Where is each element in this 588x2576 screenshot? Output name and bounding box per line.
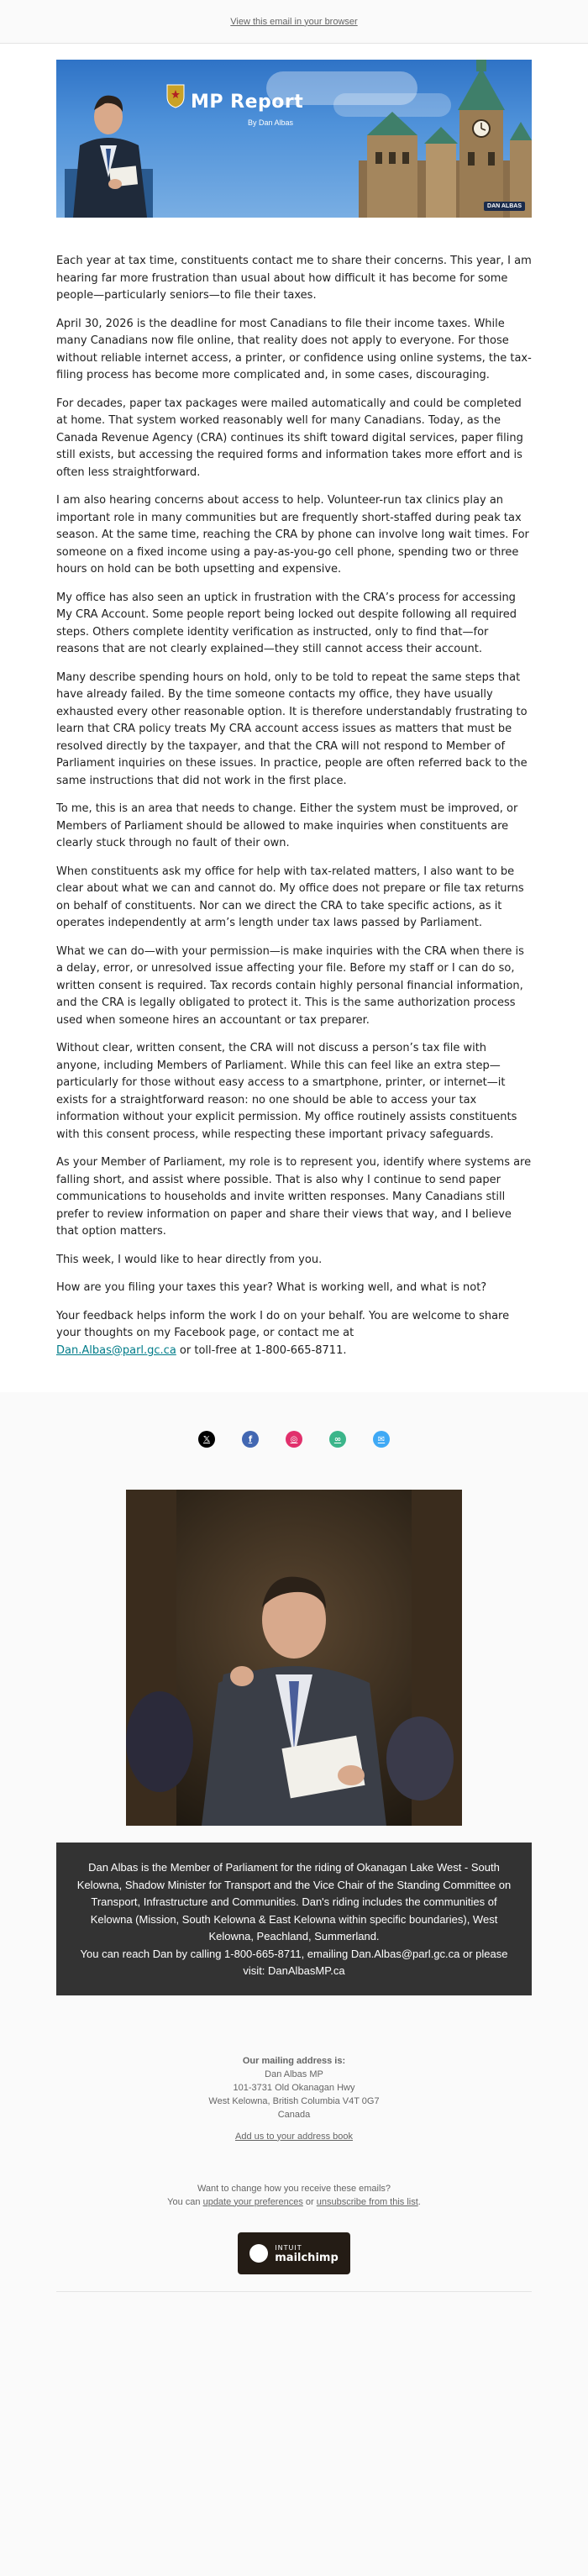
parliament-building-illustration: [359, 60, 532, 218]
banner-logo: DAN ALBAS: [484, 202, 525, 211]
website-link-icon[interactable]: ∞: [329, 1431, 346, 1448]
mailing-address-line: West Kelowna, British Columbia V4T 0G7: [208, 2095, 380, 2106]
mailing-address-line: 101-3731 Old Okanagan Hwy: [233, 2082, 355, 2093]
banner-byline: By Dan Albas: [248, 118, 294, 127]
body-paragraph: Without clear, written consent, the CRA will not discuss a person’s tax file with anyone, including Members of Parliament. While this can feel like an extra step—particularly for those without easy access to a smartphone, printer, or internet—it exists for a straightforward reason: no one should be able to access your tax information without your explicit permission. My office routinely assists constituents with this consent process, while respecting these important privacy safeguards.: [56, 1042, 517, 1141]
mailchimp-logo-icon: [249, 2244, 268, 2263]
contact-paragraph: [56, 1308, 532, 1360]
social-icons: [0, 1431, 588, 1449]
footer-divider: [56, 2291, 532, 2292]
email-link[interactable]: Dan.Albas@parl.gc.ca: [56, 1343, 176, 1357]
body-paragraph: April 30, 2026 is the deadline for most Canadians to file their income taxes. While many Canadians now file online, that reality does not apply to everyone. For those without reliable internet access, a printer, or confidence using online systems, the tax-filing process has become more complicated and, in some cases, discouraging.: [56, 317, 532, 381]
mailing-label: Our mailing address is:: [242, 2055, 346, 2066]
body-paragraph: Each year at tax time, constituents contact me to share their concerns. This year, I am hearing far more frustration than usual about how difficult it has become for some people—particularly seniors—to file their taxes.: [56, 255, 532, 302]
update-preferences-link[interactable]: update your preferences: [202, 2196, 303, 2207]
body-paragraph: When constituents ask my office for help with tax-related matters, I also want to be clear about what we can and cannot do. My office does not prepare or file tax returns on behalf of constituents. Nor can we direct the CRA to take specific actions, as it operates independently at arm’s length under tax laws passed by Parliament.: [56, 865, 524, 929]
mp-photo: [126, 1490, 462, 1826]
change-prefs-line: You can update your preferences or unsubscribe from this list.: [167, 2196, 421, 2207]
body-paragraph: As your Member of Parliament, my role is to represent you, identify where systems are falling short, and assist where possible. That is also why I continue to send paper communications to households and invite written responses. Many Canadians still prefer to review information on paper and share their views that way, and I believe that option matters.: [56, 1156, 532, 1238]
preheader-bar: [0, 0, 588, 44]
bio-box: [56, 1843, 532, 1995]
body-paragraph: Many describe spending hours on hold, only to be told to repeat the same steps that have already failed. By the time someone contacts my office, they have usually exhausted every other reasonable option. It is therefore understandably frustrating to learn that CRA policy treats My CRA account access issues as matters that must be resolved directly by the taxpayer, and that the CRA will not respond to Member of Parliament inquiries on these issues. In practice, people are often referred back to the same instructions that did not work in the first place.: [56, 670, 528, 787]
x-twitter-icon[interactable]: 𝕏: [198, 1431, 215, 1448]
mp-speaking-photo-illustration: [126, 1490, 462, 1826]
add-to-address-book-link[interactable]: Add us to your address book: [234, 2131, 354, 2142]
body-paragraph: What we can do—with your permission—is make inquiries with the CRA when there is a delay, error, or unresolved issue affecting your file. Before my staff or I can do so, written consent is required. Tax records contain highly personal financial information, and the CRA is legally obligated to protect it. This is the same authorization process used when someone hires an accountant or tax preparer.: [56, 944, 524, 1027]
body-paragraph: My office has also seen an uptick in frustration with the CRA’s process for accessing My CRA Account. Some people report being locked out despite following all required steps. Others complete identity verification as instructed, only to find that—for reasons that are not clearly explained—they still cannot access their account.: [56, 591, 517, 655]
body-paragraph: This week, I would like to hear directly from you.: [56, 1253, 323, 1266]
facebook-icon[interactable]: f: [242, 1431, 259, 1448]
canada-crest-icon: [165, 83, 186, 108]
unsubscribe-link[interactable]: unsubscribe from this list: [316, 2196, 418, 2207]
mailchimp-badge[interactable]: [238, 2232, 350, 2274]
contact-text: Your feedback helps inform the work I do on your behalf. You are welcome to share your thoughts on my Facebook page, or contact me at: [56, 1309, 510, 1339]
email-icon[interactable]: ✉: [373, 1431, 390, 1448]
change-prefs-question: Want to change how you receive these emails?: [197, 2183, 391, 2194]
body-paragraph: I am also hearing concerns about access to help. Volunteer-run tax clinics play an important role in many communities but are frequently short-staffed during peak tax season. At the same time, reaching the CRA by phone can involve long wait times. For someone on a fixed income using a pay-as-you-go cell phone, spending two or three hours on hold can be both upsetting and expensive.: [56, 494, 529, 576]
badge-mailchimp-text: mailchimp: [275, 2251, 339, 2264]
instagram-icon[interactable]: ◎: [286, 1431, 302, 1448]
body-paragraph: How are you filing your taxes this year? What is working well, and what is not?: [56, 1281, 487, 1294]
mp-portrait-illustration: [65, 68, 153, 218]
header-banner: [56, 60, 532, 218]
contact-text-tail: or toll-free at 1-800-665-8711.: [176, 1343, 347, 1357]
badge-intuit-text: INTUIT: [275, 2243, 302, 2252]
body-paragraph: To me, this is an area that needs to change. Either the system must be improved, or Members of Parliament should be allowed to make inquiries when constituents are clearly stuck through no fault of their own.: [56, 802, 518, 849]
bio-text: Dan Albas is the Member of Parliament for the riding of Okanagan Lake West - South Kelowna, Shadow Minister for Transport and the Vice Chair of the Standing Committee on Transport, Infrastructure and Communities. Dan's riding includes the communities of Kelowna (Mission, South Kelowna & East Kelowna within specific boundaries), West Kelowna, Peachland, Summerland.: [76, 1861, 512, 1943]
body-paragraph: For decades, paper tax packages were mailed automatically and could be completed at home. That system worked reasonably well for many Canadians. Today, as the Canada Revenue Agency (CRA) continues its shift toward digital services, paper filing still exists, but accessing the required forms and information takes more effort and is often less straightforward.: [56, 397, 523, 479]
footer: [0, 1995, 588, 2326]
view-in-browser-link[interactable]: View this email in your browser: [230, 16, 358, 27]
mailing-country: Canada: [277, 2109, 311, 2120]
social-section: [0, 1392, 588, 2326]
banner-title: MP Report: [191, 92, 304, 113]
mailing-name: Dan Albas MP: [265, 2069, 323, 2079]
bio-contact-text: You can reach Dan by calling 1-800-665-8711, emailing Dan.Albas@parl.gc.ca or please visit: DanAlbasMP.ca: [80, 1947, 508, 1977]
email-main: [0, 44, 588, 1392]
letter-body: [56, 218, 532, 1392]
